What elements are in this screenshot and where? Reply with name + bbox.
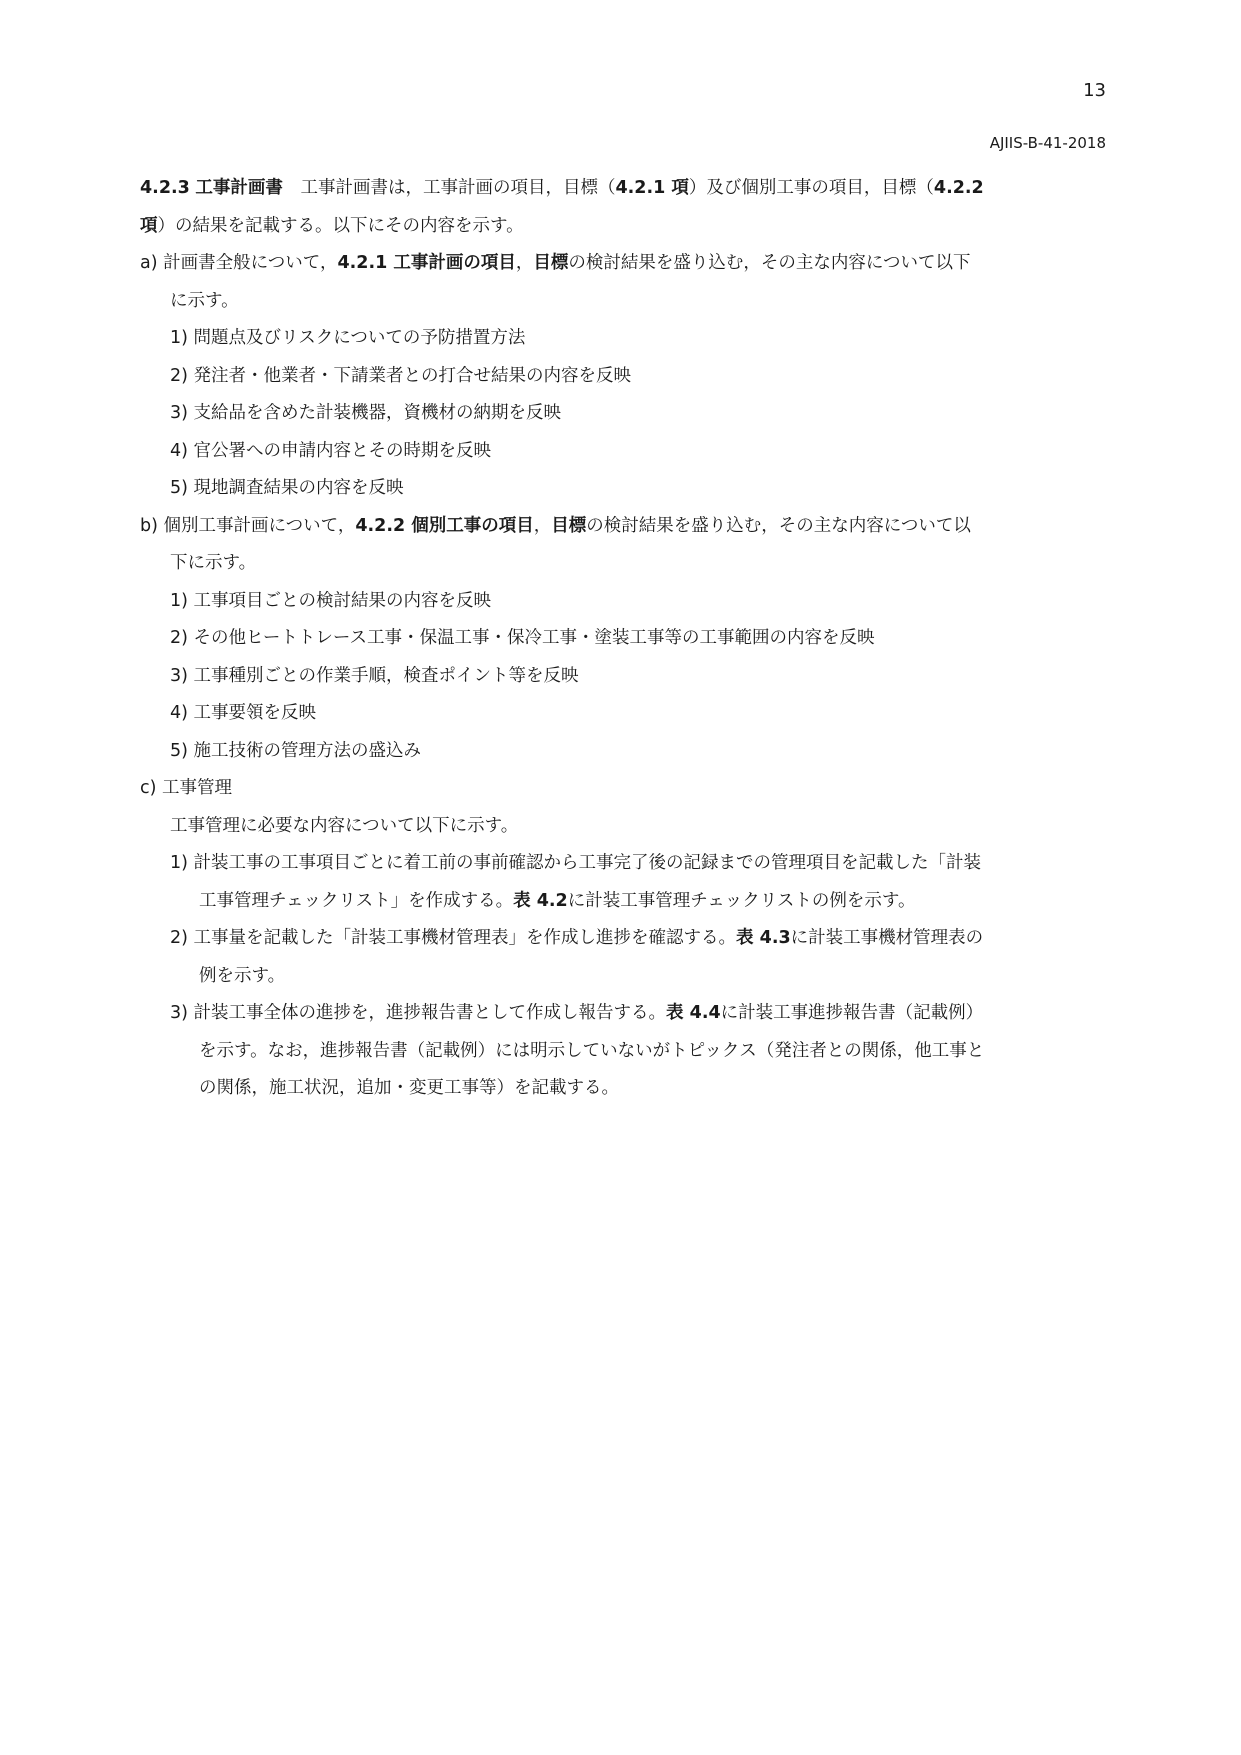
item-b-ref2: 目標 (551, 515, 587, 536)
list-item-label: 2) (170, 365, 188, 386)
list-item (140, 658, 1100, 696)
list-item-text: 問題点及びリスクについての予防措置方法 (193, 328, 526, 348)
list-item-text: 官公署への申請内容とその時期を反映 (193, 440, 492, 461)
list-item (140, 695, 1100, 733)
list-item-text: 工事管理チェックリスト」を作成する。 (199, 890, 514, 911)
section-intro-part1: 工事計画書は，工事計画の項目，目標（ (300, 178, 616, 198)
item-c-title: 工事管理 (162, 778, 233, 798)
item-c-sub1-line2 (140, 883, 1100, 921)
list-item-text: 工事要領を反映 (193, 703, 317, 723)
item-c-label: c) (140, 778, 157, 798)
list-item-text: 工事種別ごとの作業手順，検査ポイント等を反映 (193, 665, 579, 686)
list-item (140, 620, 1100, 658)
section-intro-part3: ）の結果を記載する。以下にその内容を示す。 (157, 215, 524, 236)
list-item-text: その他ヒートトレース工事・保温工事・保冷工事・塗装工事等の工事範囲の内容を反映 (193, 628, 875, 648)
list-item (140, 320, 1100, 358)
list-item (140, 358, 1100, 396)
item-b-text-post: の検討結果を盛り込む，その主な内容について以 (586, 515, 971, 536)
item-a-text-mid: ， (515, 253, 534, 273)
section-heading-line (140, 170, 1100, 208)
table-ref-42: 表 4.2 (513, 890, 568, 911)
item-c-sub2-line2: 例を示す。 (199, 965, 286, 986)
section-ref-421: 4.2.1 項 (615, 178, 689, 198)
list-item-text: 支給品を含めた計装機器，資機材の納期を反映 (193, 403, 562, 423)
document-id: AJIIS-B-41-2018 (989, 134, 1106, 152)
item-a-ref: 4.2.1 工事計画の項目 (337, 253, 516, 273)
page-number: 13 (1083, 80, 1106, 101)
list-item (140, 395, 1100, 433)
item-c-sub2-line1 (140, 920, 1100, 958)
list-item-label: 4) (170, 440, 188, 461)
item-b-line1 (140, 508, 1100, 546)
list-item-label: 4) (170, 703, 188, 723)
item-a-line1 (140, 245, 1100, 283)
list-item-text: 発注者・他業者・下請業者との打合せ結果の内容を反映 (193, 365, 632, 386)
list-item-label: 2) (170, 628, 188, 648)
list-item-text: 工事量を記載した「計装工事機材管理表」を作成し進捗を確認する。 (193, 928, 737, 948)
list-item-label: 3) (170, 403, 188, 423)
item-b-label: b) (140, 515, 158, 536)
list-item-label: 3) (170, 1003, 188, 1023)
item-b-ref: 4.2.2 個別工事の項目 (355, 515, 534, 536)
list-item-text: に計装工事管理チェックリストの例を示す。 (567, 890, 916, 911)
list-item-label: 2) (170, 928, 188, 948)
section-intro-part2: ）及び個別工事の項目，目標（ (688, 178, 934, 198)
list-item-label: 5) (170, 740, 188, 761)
table-ref-44: 表 4.4 (666, 1003, 721, 1023)
item-c-line1 (140, 770, 1100, 808)
list-item-label: 1) (170, 328, 188, 348)
item-b-text-pre: 個別工事計画について， (163, 515, 356, 536)
list-item-label: 1) (170, 853, 188, 873)
item-a-line2: に示す。 (170, 290, 239, 311)
item-a-ref2: 目標 (533, 253, 569, 273)
list-item-text: 計装工事の工事項目ごとに着工前の事前確認から工事完了後の記録までの管理項目を記載した「計装 (193, 853, 982, 873)
list-item-text: 計装工事全体の進捗を，進捗報告書として作成し報告する。 (193, 1003, 667, 1023)
list-item-text: 施工技術の管理方法の盛込み (193, 740, 422, 761)
section-ref-422: 4.2.2 (933, 178, 984, 198)
section-title: 工事計画書 (195, 178, 283, 198)
item-a-label: a) (140, 253, 158, 273)
list-item (140, 433, 1100, 471)
section-ref-422-suffix: 項 (140, 215, 158, 236)
document-body (140, 170, 1100, 1108)
list-item-label: 5) (170, 478, 188, 498)
list-item-text: に計装工事機材管理表の (790, 928, 984, 948)
section-intro-line2 (140, 208, 1100, 246)
item-b-line2: 下に示す。 (170, 553, 257, 573)
item-c-sub3-line3: の関係，施工状況，追加・変更工事等）を記載する。 (199, 1078, 619, 1098)
item-c-sub1-line1 (140, 845, 1100, 883)
item-c-sub3-line2: を示す。なお，進捗報告書（記載例）には明示していないがトピックス（発注者との関係，他工事と (199, 1040, 985, 1061)
list-item-label: 1) (170, 590, 188, 611)
section-number: 4.2.3 (140, 178, 190, 198)
item-c-sub3-line1 (140, 995, 1100, 1033)
table-ref-43: 表 4.3 (736, 928, 791, 948)
list-item (140, 583, 1100, 621)
item-a-text-post: の検討結果を盛り込む，その主な内容について以下 (568, 253, 971, 273)
list-item-text: 工事項目ごとの検討結果の内容を反映 (193, 590, 492, 611)
item-c-intro: 工事管理に必要な内容について以下に示す。 (170, 815, 519, 836)
item-b-text-mid: ， (533, 515, 552, 536)
item-a-text-pre: 計画書全般について， (163, 253, 338, 273)
list-item (140, 470, 1100, 508)
list-item (140, 733, 1100, 771)
list-item-label: 3) (170, 665, 188, 686)
list-item-text: 現地調査結果の内容を反映 (193, 478, 404, 498)
list-item-text: に計装工事進捗報告書（記載例） (720, 1003, 984, 1023)
